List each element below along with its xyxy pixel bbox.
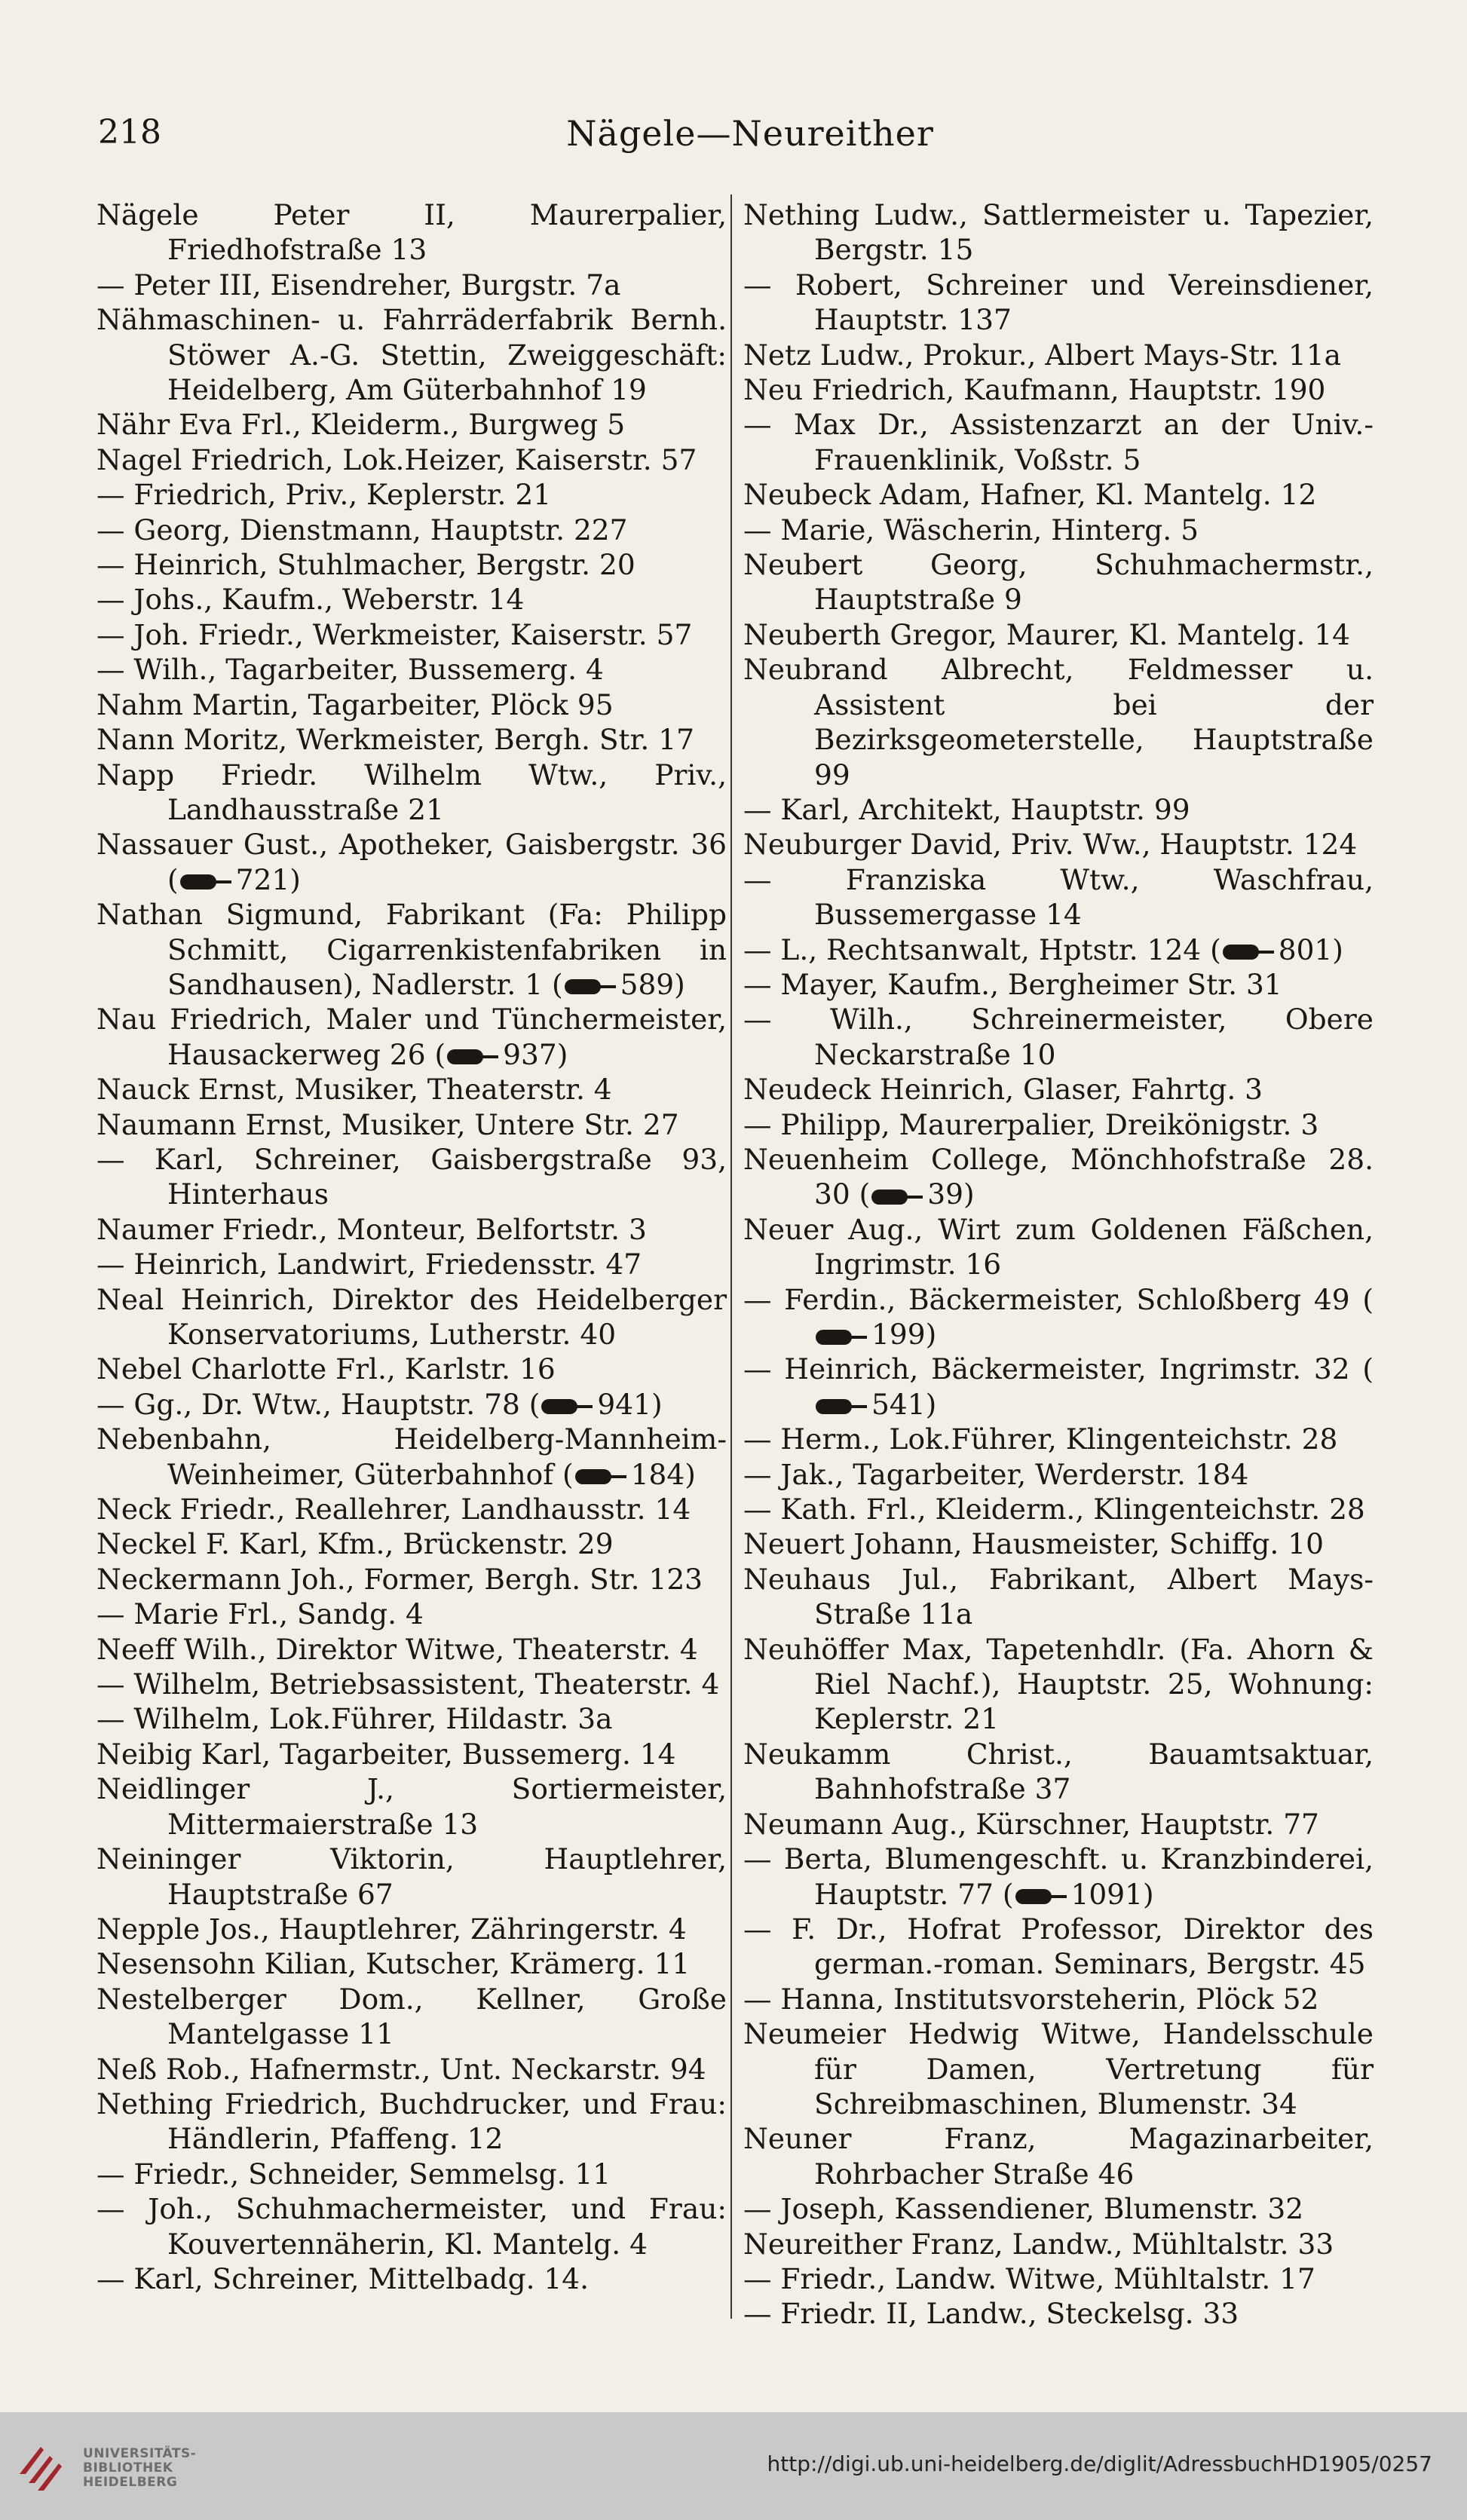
entry-text: — Joseph, Kassendiener, Blumenstr. 32 bbox=[743, 2192, 1304, 2226]
page-title: Nägele—Neureither bbox=[566, 113, 934, 154]
directory-entry bbox=[743, 827, 1374, 862]
entry-text: Neubert Georg, Schuhmachermstr., Hauptstraße 9 bbox=[743, 548, 1374, 617]
entry-text-after: ) bbox=[963, 1177, 975, 1211]
directory-entry bbox=[96, 1912, 727, 1946]
source-url-link[interactable]: http://digi.ub.uni-heidelberg.de/diglit/AdressbuchHD1905/0257 bbox=[767, 2451, 1432, 2476]
entry-text: Nathan Sigmund, Fabrikant (Fa: Philipp Schmitt, Cigarrenkistenfabriken in Sandhausen), Nadlerstr. 1 ( bbox=[96, 898, 727, 1001]
entry-text: — Karl, Schreiner, Gaisbergstraße 93, Hinterhaus bbox=[96, 1142, 727, 1211]
directory-entry bbox=[96, 1492, 727, 1526]
directory-entry bbox=[96, 897, 727, 1002]
entry-text: Neuhöffer Max, Tapetenhdlr. (Fa. Ahorn & Riel Nachf.), Hauptstr. 25, Wohnung: Keplerstr. 21 bbox=[743, 1632, 1374, 1736]
entry-text: Nebenbahn, Heidelberg-Mannheim-Weinheimer, Güterbahnhof ( bbox=[96, 1422, 727, 1491]
entry-text: — Wilh., Schreinermeister, Obere Neckarstraße 10 bbox=[743, 1003, 1374, 1071]
directory-entry bbox=[743, 2016, 1374, 2121]
entry-text: Naumann Ernst, Musiker, Untere Str. 27 bbox=[96, 1107, 679, 1141]
entry-text: Neudeck Heinrich, Glaser, Fahrtg. 3 bbox=[743, 1073, 1263, 1107]
entry-text: Nähmaschinen- u. Fahrräderfabrik Bernh. Stöwer A.-G. Stettin, Zweiggeschäft: Heidelberg, Am Güterbahnhof 19 bbox=[96, 303, 727, 407]
entry-text: — Friedr., Schneider, Semmelsg. 11 bbox=[96, 2157, 611, 2191]
entry-text: Nauck Ernst, Musiker, Theaterstr. 4 bbox=[96, 1073, 612, 1107]
directory-entry bbox=[743, 1107, 1374, 1142]
directory-entry bbox=[96, 687, 727, 722]
telephone-icon bbox=[447, 1049, 500, 1065]
entry-text: Neeff Wilh., Direktor Witwe, Theaterstr. 4 bbox=[96, 1632, 698, 1666]
telephone-icon bbox=[541, 1398, 594, 1415]
entry-text: Neuberth Gregor, Maurer, Kl. Mantelg. 14 bbox=[743, 617, 1350, 651]
directory-entry bbox=[96, 758, 727, 828]
entry-text: — Heinrich, Stuhlmacher, Bergstr. 20 bbox=[96, 548, 635, 582]
entry-text: Nägele Peter II, Maurerpalier, Friedhofstraße 13 bbox=[96, 198, 727, 267]
directory-entry bbox=[743, 2296, 1374, 2331]
entry-text: Nagel Friedrich, Lok.Heizer, Kaiserstr. 57 bbox=[96, 442, 697, 476]
entry-text: Neibig Karl, Tagarbeiter, Bussemerg. 14 bbox=[96, 1737, 676, 1771]
directory-entry bbox=[96, 1842, 727, 1912]
directory-entry bbox=[96, 722, 727, 757]
entry-text-after: ) bbox=[289, 862, 301, 896]
directory-entry bbox=[743, 1982, 1374, 2016]
telephone-number: 184 bbox=[630, 1457, 685, 1491]
university-library-logo-icon bbox=[15, 2441, 69, 2495]
entry-text: — Philipp, Maurerpalier, Dreikönigstr. 3 bbox=[743, 1107, 1319, 1141]
entry-text: — Hanna, Institutsvorsteherin, Plöck 52 bbox=[743, 1982, 1319, 2016]
entry-text: Neukamm Christ., Bauamtsaktuar, Bahnhofstraße 37 bbox=[743, 1737, 1374, 1806]
entry-text-after: ) bbox=[1142, 1877, 1154, 1911]
directory-entry bbox=[743, 2121, 1374, 2191]
directory-entry bbox=[743, 197, 1374, 268]
entry-text: — Max Dr., Assistenzarzt an der Univ.-Frauenklinik, Voßstr. 5 bbox=[743, 408, 1374, 476]
directory-entry bbox=[96, 1526, 727, 1561]
directory-entry bbox=[743, 1807, 1374, 1842]
telephone-icon bbox=[871, 1189, 924, 1205]
entry-text: Neß Rob., Hafnermstr., Unt. Neckarstr. 94 bbox=[96, 2052, 706, 2086]
entry-text: — Karl, Architekt, Hauptstr. 99 bbox=[743, 792, 1190, 826]
directory-entry bbox=[743, 1072, 1374, 1107]
directory-entry bbox=[743, 407, 1374, 477]
directory-entry bbox=[96, 2261, 727, 2296]
directory-entry bbox=[96, 1632, 727, 1667]
entry-text: — Friedrich, Priv., Keplerstr. 21 bbox=[96, 478, 552, 512]
entry-text: Neck Friedr., Reallehrer, Landhausstr. 14 bbox=[96, 1493, 691, 1526]
entry-text: Neubeck Adam, Hafner, Kl. Mantelg. 12 bbox=[743, 478, 1317, 512]
entry-text: — Wilhelm, Betriebsassistent, Theaterstr. 4 bbox=[96, 1667, 720, 1701]
entry-text: Neuner Franz, Magazinarbeiter, Rohrbacher Straße 46 bbox=[743, 2122, 1374, 2191]
directory-entry bbox=[96, 1701, 727, 1736]
directory-entry bbox=[96, 1982, 727, 2052]
entry-text: Nassauer Gust., Apotheker, Gaisbergstr. 36 ( bbox=[96, 828, 727, 896]
entry-text: Nau Friedrich, Maler und Tünchermeister, Hausackerweg 26 ( bbox=[96, 1003, 727, 1071]
directory-entry bbox=[743, 1737, 1374, 1807]
entry-text: — Peter III, Eisendreher, Burgstr. 7a bbox=[96, 268, 621, 302]
directory-entry bbox=[96, 1072, 727, 1107]
directory-entry bbox=[743, 1492, 1374, 1526]
directory-entry bbox=[743, 1632, 1374, 1737]
entry-text: Naumer Friedr., Monteur, Belfortstr. 3 bbox=[96, 1212, 647, 1246]
entry-text: — Johs., Kaufm., Weberstr. 14 bbox=[96, 583, 525, 617]
directory-entry bbox=[96, 2052, 727, 2087]
telephone-icon bbox=[816, 1398, 868, 1415]
entry-text: — Marie, Wäscherin, Hinterg. 5 bbox=[743, 513, 1199, 547]
entry-text: Nething Friedrich, Buchdrucker, und Frau: Händlerin, Pfaffeng. 12 bbox=[96, 2087, 727, 2156]
directory-entry bbox=[96, 1107, 727, 1142]
directory-entry bbox=[96, 1282, 727, 1352]
directory-entry bbox=[743, 932, 1374, 967]
entry-text: Neininger Viktorin, Hauptlehrer, Hauptstraße 67 bbox=[96, 1842, 727, 1911]
entry-text-after: ) bbox=[651, 1387, 663, 1421]
entry-text: — Ferdin., Bäckermeister, Schloßberg 49 ( bbox=[743, 1282, 1374, 1316]
directory-entry bbox=[96, 582, 727, 617]
telephone-number: 721 bbox=[235, 862, 290, 896]
telephone-number: 941 bbox=[597, 1387, 651, 1421]
directory-entry bbox=[743, 547, 1374, 617]
telephone-number: 39 bbox=[927, 1177, 963, 1211]
entry-text: — Herm., Lok.Führer, Klingenteichstr. 28 bbox=[743, 1422, 1338, 1456]
telephone-icon bbox=[565, 978, 617, 995]
entry-text: — Karl, Schreiner, Mittelbadg. 14. bbox=[96, 2261, 590, 2295]
entry-text: Netz Ludw., Prokur., Albert Mays-Str. 11a bbox=[743, 338, 1341, 372]
entry-text: Neckermann Joh., Former, Bergh. Str. 123 bbox=[96, 1562, 703, 1596]
directory-entry bbox=[96, 477, 727, 512]
directory-entry bbox=[743, 2261, 1374, 2296]
directory-entry bbox=[743, 792, 1374, 827]
right-column bbox=[743, 197, 1374, 2332]
directory-entry bbox=[743, 1002, 1374, 1072]
directory-entry bbox=[743, 372, 1374, 407]
library-name-line-3: HEIDELBERG bbox=[83, 2475, 178, 2490]
directory-entry bbox=[743, 1422, 1374, 1456]
directory-entry bbox=[96, 1247, 727, 1281]
directory-entry bbox=[96, 1002, 727, 1072]
entry-text: Nebel Charlotte Frl., Karlstr. 16 bbox=[96, 1352, 556, 1386]
telephone-icon bbox=[1223, 944, 1276, 960]
directory-entry bbox=[743, 1562, 1374, 1632]
entry-text: — Joh. Friedr., Werkmeister, Kaiserstr. 57 bbox=[96, 617, 693, 651]
directory-entry bbox=[96, 1667, 727, 1701]
entry-text: — F. Dr., Hofrat Professor, Direktor des german.-roman. Seminars, Bergstr. 45 bbox=[743, 1912, 1374, 1981]
directory-entry bbox=[96, 1387, 727, 1422]
viewer-footer bbox=[0, 2412, 1467, 2520]
directory-entry bbox=[96, 2157, 727, 2191]
library-name-line-1: UNIVERSITÄTS- bbox=[83, 2446, 197, 2461]
directory-entry bbox=[96, 652, 727, 687]
telephone-number: 937 bbox=[503, 1037, 557, 1071]
telephone-number: 541 bbox=[871, 1387, 926, 1421]
directory-entry bbox=[743, 338, 1374, 372]
left-column bbox=[96, 197, 727, 2296]
directory-entry bbox=[743, 617, 1374, 652]
page-number: 218 bbox=[98, 113, 161, 152]
entry-text: — Kath. Frl., Kleiderm., Klingenteichstr. 28 bbox=[743, 1493, 1365, 1526]
telephone-number: 589 bbox=[620, 967, 675, 1001]
entry-text: — Jak., Tagarbeiter, Werderstr. 184 bbox=[743, 1457, 1249, 1491]
directory-entry bbox=[96, 513, 727, 547]
entry-text: — Berta, Blumengeschft. u. Kranzbinderei, Hauptstr. 77 ( bbox=[743, 1842, 1374, 1911]
directory-entry bbox=[96, 442, 727, 477]
entry-text: — Georg, Dienstmann, Hauptstr. 227 bbox=[96, 513, 628, 547]
directory-entry bbox=[96, 1422, 727, 1492]
entry-text: — L., Rechtsanwalt, Hptstr. 124 ( bbox=[743, 932, 1221, 966]
entry-text: Neuenheim College, Mönchhofstraße 28. 30 ( bbox=[743, 1142, 1374, 1211]
directory-entry bbox=[743, 1282, 1374, 1352]
entry-text: — Heinrich, Bäckermeister, Ingrimstr. 32 ( bbox=[743, 1352, 1374, 1386]
entry-text: — Friedr. II, Landw., Steckelsg. 33 bbox=[743, 2297, 1239, 2331]
entry-text: Neubrand Albrecht, Feldmesser u. Assistent bei der Bezirksgeometerstelle, Hauptstraße 99 bbox=[743, 653, 1374, 792]
directory-entry bbox=[96, 197, 727, 268]
directory-entry bbox=[743, 1352, 1374, 1422]
entry-text: — Mayer, Kaufm., Bergheimer Str. 31 bbox=[743, 967, 1282, 1001]
page-header bbox=[98, 113, 1402, 166]
entry-text: — Franziska Wtw., Waschfrau, Bussemergasse 14 bbox=[743, 862, 1374, 932]
directory-entry bbox=[743, 1912, 1374, 1982]
directory-entry bbox=[743, 1842, 1374, 1912]
entry-text: — Friedr., Landw. Witwe, Mühltalstr. 17 bbox=[743, 2261, 1315, 2295]
entry-text: Neuer Aug., Wirt zum Goldenen Fäßchen, Ingrimstr. 16 bbox=[743, 1212, 1374, 1281]
entry-text: Nesensohn Kilian, Kutscher, Krämerg. 11 bbox=[96, 1947, 691, 1981]
entry-text-after: ) bbox=[684, 1457, 696, 1491]
directory-entry bbox=[743, 2227, 1374, 2261]
library-name bbox=[83, 2447, 196, 2490]
entry-text: Neckel F. Karl, Kfm., Brückenstr. 29 bbox=[96, 1527, 614, 1561]
entry-text: Nestelberger Dom., Kellner, Große Mantelgasse 11 bbox=[96, 1982, 727, 2051]
entry-text: Nething Ludw., Sattlermeister u. Tapezier, Bergstr. 15 bbox=[743, 198, 1374, 267]
library-name-line-2: BIBLIOTHEK bbox=[83, 2460, 173, 2476]
directory-entry bbox=[96, 1597, 727, 1631]
entry-text-after: ) bbox=[1332, 932, 1343, 966]
directory-entry bbox=[96, 2087, 727, 2157]
directory-entry bbox=[743, 2191, 1374, 2226]
entry-text-after: ) bbox=[925, 1387, 937, 1421]
directory-entry bbox=[743, 1212, 1374, 1282]
directory-entry bbox=[743, 967, 1374, 1002]
directory-entry bbox=[96, 268, 727, 302]
directory-entry bbox=[743, 268, 1374, 338]
directory-entry bbox=[743, 1526, 1374, 1561]
directory-entry bbox=[743, 1457, 1374, 1492]
entry-text: Nann Moritz, Werkmeister, Bergh. Str. 17 bbox=[96, 723, 694, 757]
entry-text: — Robert, Schreiner und Vereinsdiener, Hauptstr. 137 bbox=[743, 268, 1374, 337]
entry-text: Nahm Martin, Tagarbeiter, Plöck 95 bbox=[96, 687, 614, 721]
entry-text: Neureither Franz, Landw., Mühltalstr. 33 bbox=[743, 2227, 1334, 2261]
telephone-number: 801 bbox=[1278, 932, 1333, 966]
directory-entry bbox=[743, 477, 1374, 512]
directory-entry bbox=[96, 302, 727, 407]
entry-text: — Marie Frl., Sandg. 4 bbox=[96, 1597, 424, 1631]
entry-text-after: ) bbox=[556, 1037, 568, 1071]
entry-text: Nähr Eva Frl., Kleiderm., Burgweg 5 bbox=[96, 408, 626, 442]
telephone-number: 1091 bbox=[1070, 1877, 1143, 1911]
entry-text-after: ) bbox=[925, 1318, 937, 1351]
column-divider bbox=[730, 194, 732, 2319]
directory-entry bbox=[96, 1737, 727, 1771]
telephone-number: 199 bbox=[871, 1318, 926, 1351]
entry-text: Neumeier Hedwig Witwe, Handelsschule für Damen, Vertretung für Schreibmaschinen, Blumenstr. 34 bbox=[743, 2017, 1374, 2120]
directory-entry bbox=[96, 1212, 727, 1247]
telephone-icon bbox=[1015, 1888, 1068, 1905]
directory-entry bbox=[743, 862, 1374, 932]
entry-text: — Joh., Schuhmachermeister, und Frau: Kouvertennäherin, Kl. Mantelg. 4 bbox=[96, 2192, 727, 2261]
entry-text: Neu Friedrich, Kaufmann, Hauptstr. 190 bbox=[743, 373, 1326, 407]
directory-entry bbox=[96, 407, 727, 442]
directory-entry bbox=[96, 1562, 727, 1597]
directory-entry bbox=[96, 1352, 727, 1386]
entry-text: Napp Friedr. Wilhelm Wtw., Priv., Landhausstraße 21 bbox=[96, 758, 727, 826]
entry-text: Nepple Jos., Hauptlehrer, Zähringerstr. 4 bbox=[96, 1912, 687, 1946]
directory-entry bbox=[96, 547, 727, 582]
entry-text: Neal Heinrich, Direktor des Heidelberger Konservatoriums, Lutherstr. 40 bbox=[96, 1282, 727, 1351]
entry-text: Neuert Johann, Hausmeister, Schiffg. 10 bbox=[743, 1527, 1324, 1561]
entry-text-after: ) bbox=[674, 967, 685, 1001]
directory-entry bbox=[96, 1771, 727, 1842]
entry-text: Neidlinger J., Sortiermeister, Mittermaierstraße 13 bbox=[96, 1772, 727, 1841]
directory-entry bbox=[743, 1142, 1374, 1212]
directory-entry bbox=[96, 1946, 727, 1981]
directory-entry bbox=[743, 652, 1374, 792]
directory-entry bbox=[96, 827, 727, 897]
telephone-icon bbox=[816, 1329, 868, 1346]
telephone-icon bbox=[180, 874, 233, 890]
entry-text: — Wilhelm, Lok.Führer, Hildastr. 3a bbox=[96, 1702, 613, 1736]
telephone-icon bbox=[575, 1468, 628, 1485]
entry-text: — Wilh., Tagarbeiter, Bussemerg. 4 bbox=[96, 653, 604, 687]
directory-entry bbox=[96, 1142, 727, 1212]
directory-entry bbox=[96, 617, 727, 652]
directory-entry bbox=[743, 513, 1374, 547]
entry-text: Neuhaus Jul., Fabrikant, Albert Mays-Straße 11a bbox=[743, 1562, 1374, 1631]
entry-text: — Heinrich, Landwirt, Friedensstr. 47 bbox=[96, 1248, 642, 1281]
entry-text: Neuburger David, Priv. Ww., Hauptstr. 124 bbox=[743, 828, 1358, 862]
entry-text: — Gg., Dr. Wtw., Hauptstr. 78 ( bbox=[96, 1387, 541, 1421]
directory-entry bbox=[96, 2191, 727, 2261]
entry-text: Neumann Aug., Kürschner, Hauptstr. 77 bbox=[743, 1807, 1319, 1841]
